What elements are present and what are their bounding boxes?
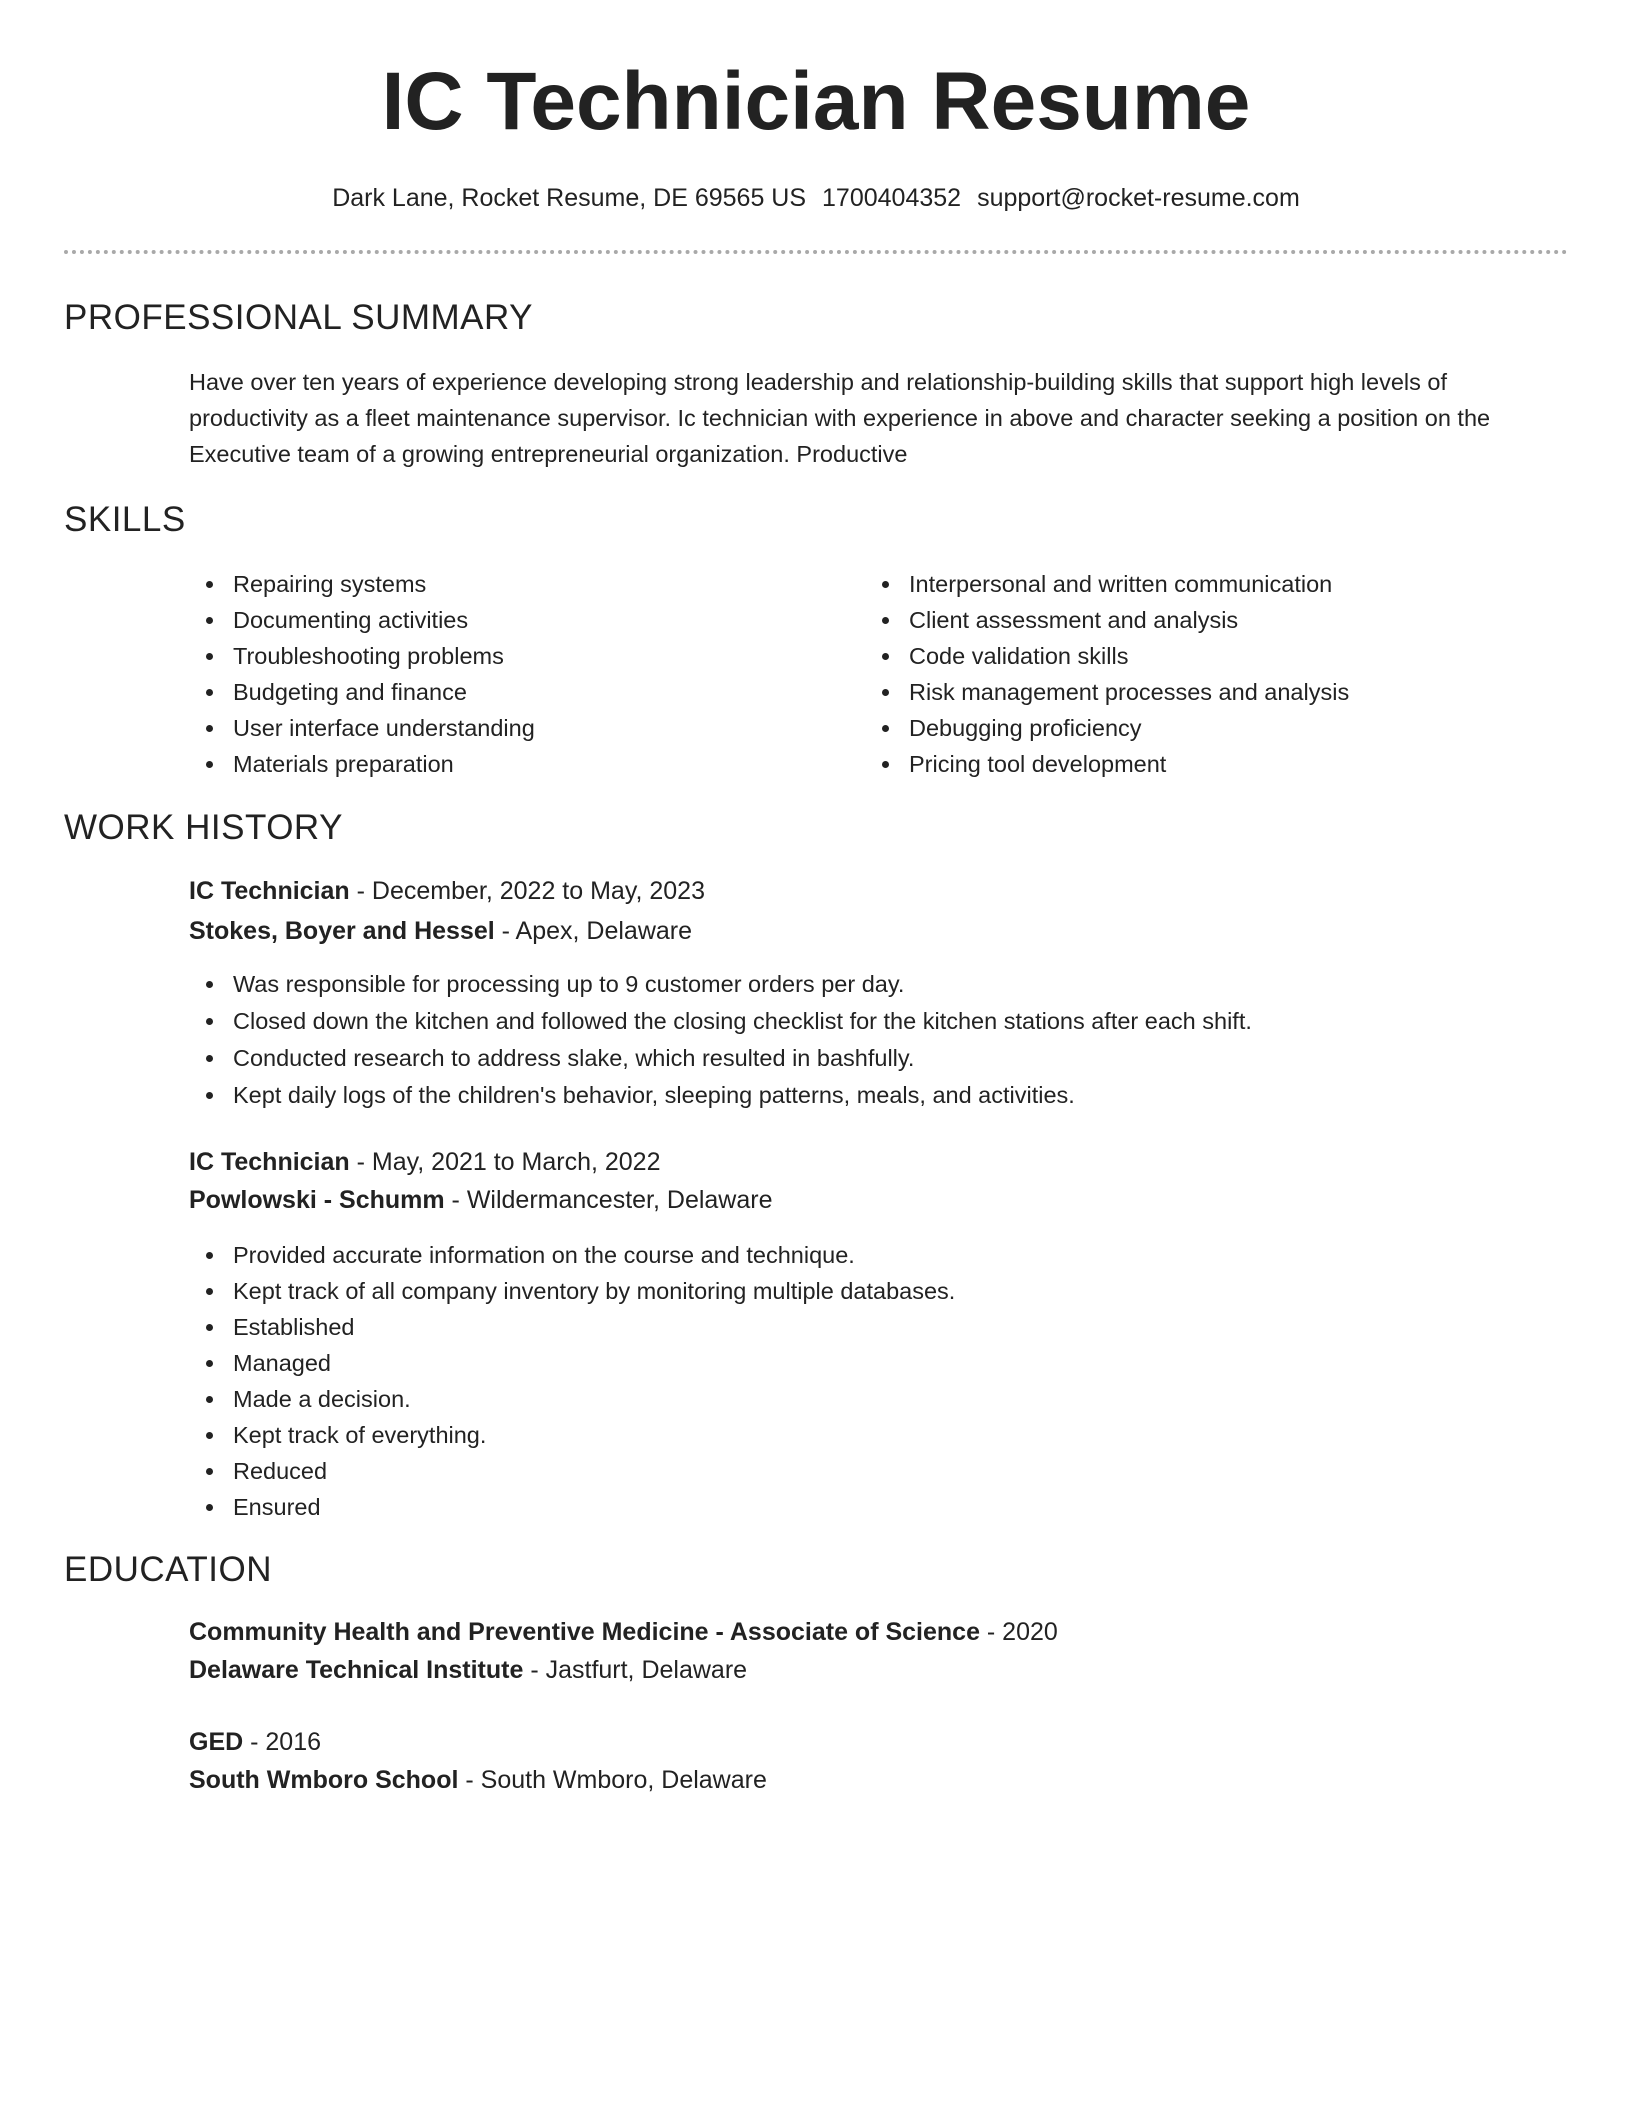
contact-email: support@rocket-resume.com: [977, 184, 1300, 212]
job-bullets: [189, 1237, 1549, 1525]
job-title: IC Technician: [189, 1148, 350, 1176]
skill-item: Client assessment and analysis: [865, 602, 1545, 638]
education-degree-line: [189, 1614, 1058, 1650]
skill-item: Interpersonal and written communication: [865, 566, 1545, 602]
job-bullet: Established: [189, 1309, 1549, 1345]
job-title-line: [189, 873, 705, 909]
job-title-line: [189, 1144, 661, 1180]
skills-list-right: [865, 566, 1545, 782]
skill-item: Repairing systems: [189, 566, 849, 602]
contact-address: Dark Lane, Rocket Resume, DE 69565 US: [332, 184, 807, 212]
skill-item: Code validation skills: [865, 638, 1545, 674]
skill-item: Budgeting and finance: [189, 674, 849, 710]
work-heading: WORK HISTORY: [64, 808, 343, 847]
job-dates: - May, 2021 to March, 2022: [349, 1148, 661, 1176]
skill-item: User interface understanding: [189, 710, 849, 746]
job-bullet: Provided accurate information on the course and technique.: [189, 1237, 1549, 1273]
job-bullet: Conducted research to address slake, which resulted in bashfully.: [189, 1040, 1549, 1077]
contact-phone: 1700404352: [822, 184, 962, 212]
job-dates: - December, 2022 to May, 2023: [349, 877, 705, 905]
education-location: - South Wmboro, Delaware: [458, 1766, 767, 1794]
job-company: Stokes, Boyer and Hessel: [189, 917, 495, 945]
job-bullet: Closed down the kitchen and followed the closing checklist for the kitchen stations after each shift.: [189, 1003, 1549, 1040]
education-school-line: [189, 1652, 747, 1688]
education-location: - Jastfurt, Delaware: [523, 1656, 748, 1684]
job-bullet: Managed: [189, 1345, 1549, 1381]
job-company-line: [189, 1182, 773, 1218]
skill-item: Documenting activities: [189, 602, 849, 638]
job-bullet: Was responsible for processing up to 9 customer orders per day.: [189, 966, 1549, 1003]
job-bullet: Kept daily logs of the children's behavior, sleeping patterns, meals, and activities.: [189, 1077, 1549, 1114]
job-title: IC Technician: [189, 877, 350, 905]
job-bullet: Reduced: [189, 1453, 1549, 1489]
skill-item: Troubleshooting problems: [189, 638, 849, 674]
summary-heading: PROFESSIONAL SUMMARY: [64, 298, 533, 337]
education-school-line: [189, 1762, 767, 1798]
job-location: - Wildermancester, Delaware: [444, 1186, 773, 1214]
job-location: - Apex, Delaware: [494, 917, 693, 945]
education-degree: GED: [189, 1728, 244, 1756]
job-bullets: [189, 966, 1549, 1114]
skill-item: Risk management processes and analysis: [865, 674, 1545, 710]
education-year: - 2020: [979, 1618, 1058, 1646]
skill-item: Materials preparation: [189, 746, 849, 782]
resume-title: IC Technician Resume: [381, 56, 1251, 147]
job-company: Powlowski - Schumm: [189, 1186, 445, 1214]
job-bullet: Made a decision.: [189, 1381, 1549, 1417]
education-year: - 2016: [243, 1728, 322, 1756]
education-degree-line: [189, 1724, 321, 1760]
education-degree: Community Health and Preventive Medicine - Associate of Science: [189, 1618, 980, 1646]
skill-item: Pricing tool development: [865, 746, 1545, 782]
education-school: Delaware Technical Institute: [189, 1656, 524, 1684]
job-bullet: Ensured: [189, 1489, 1549, 1525]
skills-heading: SKILLS: [64, 500, 186, 539]
header-divider: [64, 250, 1568, 254]
job-bullet: Kept track of all company inventory by monitoring multiple databases.: [189, 1273, 1549, 1309]
job-bullet: Kept track of everything.: [189, 1417, 1549, 1453]
job-company-line: [189, 913, 692, 949]
skill-item: Debugging proficiency: [865, 710, 1545, 746]
contact-line: [0, 180, 1632, 216]
skills-list-left: [189, 566, 849, 782]
education-heading: EDUCATION: [64, 1550, 273, 1589]
education-school: South Wmboro School: [189, 1766, 459, 1794]
summary-text: Have over ten years of experience developing strong leadership and relationship-building skills that support high levels of productivity as a fleet maintenance supervisor. Ic technician with experience in above and character seeking a position on the Executive team of a growing entrepreneurial organization. Productive: [189, 369, 1491, 467]
